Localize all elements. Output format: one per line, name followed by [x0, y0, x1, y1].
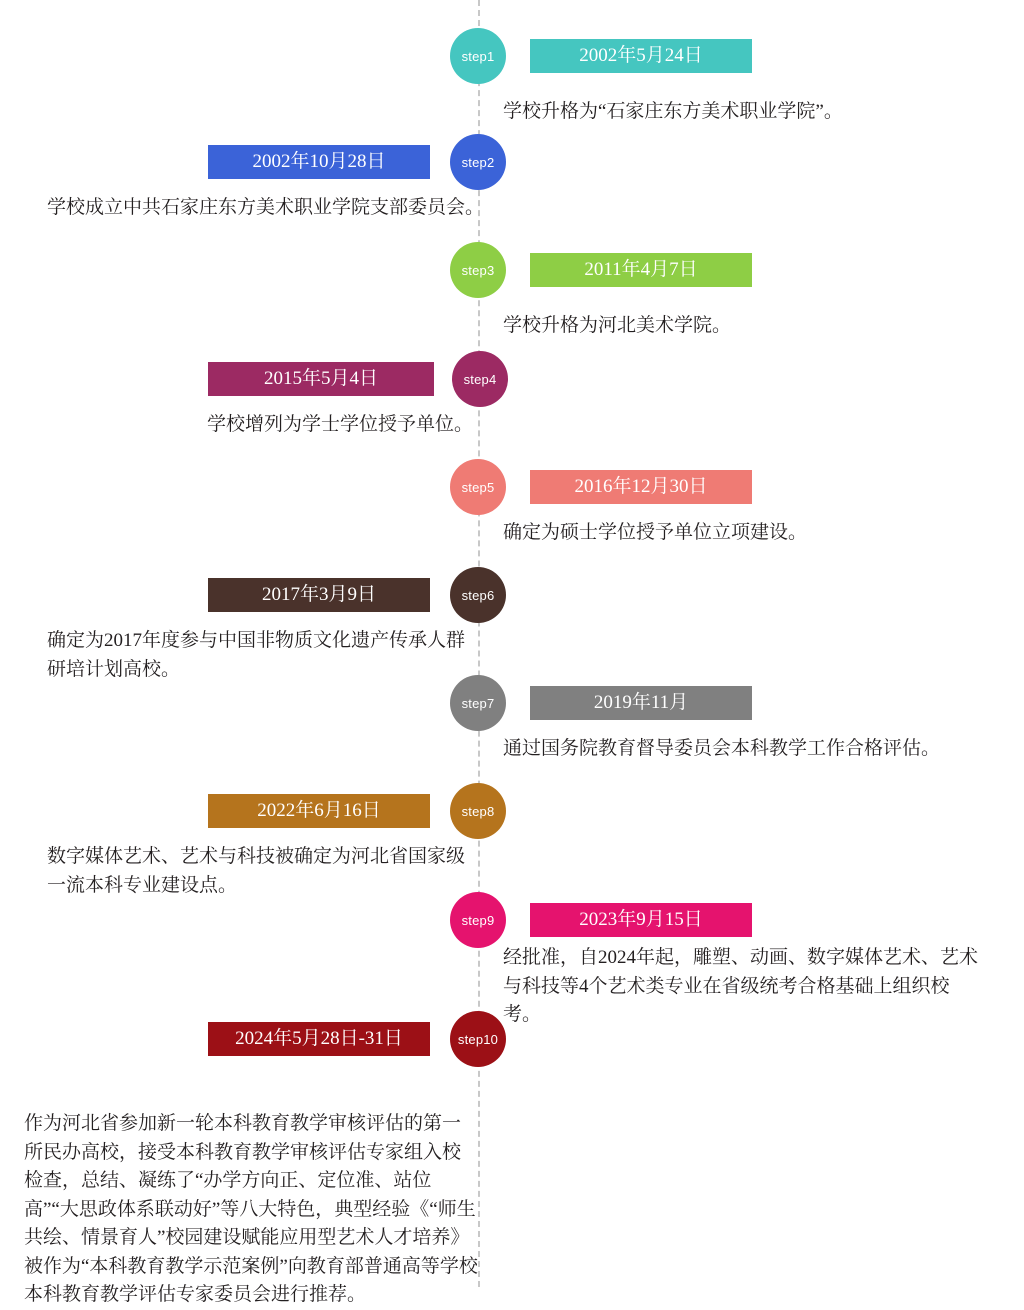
step-label: step3	[461, 262, 495, 278]
timeline-date-step6: 2017年3月9日	[208, 578, 430, 612]
timeline-desc-step6: 确定为2017年度参与中国非物质文化遗产传承人群研培计划高校。	[47, 630, 466, 680]
timeline-date-step4: 2015年5月4日	[208, 362, 434, 396]
timeline-desc-step5: 确定为硕士学位授予单位立项建设。	[503, 522, 808, 543]
timeline-node-step5[interactable]	[450, 459, 506, 515]
step-label: step9	[461, 912, 495, 928]
step-label: step8	[461, 803, 495, 819]
timeline-desc-step8: 数字媒体艺术、艺术与科技被确定为河北省国家级一流本科专业建设点。	[47, 846, 466, 896]
timeline-date-step10: 2024年5月28日-31日	[208, 1022, 430, 1056]
timeline-node-step9[interactable]	[450, 892, 506, 948]
timeline-desc-step7: 通过国务院教育督导委员会本科教学工作合格评估。	[503, 738, 941, 759]
step-label: step4	[463, 371, 497, 387]
timeline-node-step2[interactable]	[450, 134, 506, 190]
timeline-date-step5: 2016年12月30日	[530, 470, 752, 504]
timeline-date-step8: 2022年6月16日	[208, 794, 430, 828]
step-label: step7	[461, 695, 495, 711]
step-label: step5	[461, 479, 495, 495]
timeline-date-step7: 2019年11月	[530, 686, 752, 720]
timeline-date-step9: 2023年9月15日	[530, 903, 752, 937]
timeline-node-step3[interactable]	[450, 242, 506, 298]
timeline-desc-step1: 学校升格为“石家庄东方美术职业学院”。	[503, 101, 843, 122]
timeline-date-step1: 2002年5月24日	[530, 39, 752, 73]
timeline-node-step10[interactable]	[450, 1011, 506, 1067]
timeline-node-step7[interactable]	[450, 675, 506, 731]
step-label: step10	[457, 1031, 499, 1047]
timeline-node-step8[interactable]	[450, 783, 506, 839]
step-label: step6	[461, 587, 495, 603]
timeline-desc-step4: 学校增列为学士学位授予单位。	[207, 414, 474, 435]
timeline-node-step1[interactable]	[450, 28, 506, 84]
timeline-desc-step2: 学校成立中共石家庄东方美术职业学院支部委员会。	[47, 197, 485, 218]
step-label: step2	[461, 154, 495, 170]
timeline-desc-step9: 经批准，自2024年起，雕塑、动画、数字媒体艺术、艺术与科技等4个艺术类专业在省级统考合格基础上组织校考。	[503, 947, 979, 1025]
timeline-desc-step3: 学校升格为河北美术学院。	[503, 315, 732, 336]
step-label: step1	[461, 48, 495, 64]
timeline-date-step2: 2002年10月28日	[208, 145, 430, 179]
timeline-date-step3: 2011年4月7日	[530, 253, 752, 287]
timeline-node-step6[interactable]	[450, 567, 506, 623]
timeline-desc-step10: 作为河北省参加新一轮本科教育教学审核评估的第一所民办高校，接受本科教育教学审核评估专家组入校检查，总结、凝练了“办学方向正、定位准、站位高”“大思政体系联动好”等八大特色，典型经验《“师生共绘、情景育人”校园建设赋能应用型艺术人才培养》被作为“本科教育教学示范案例”向教育部普通高等学校本科教育教学评估专家委员会进行推荐。	[24, 1113, 478, 1305]
timeline-node-step4[interactable]	[452, 351, 508, 407]
